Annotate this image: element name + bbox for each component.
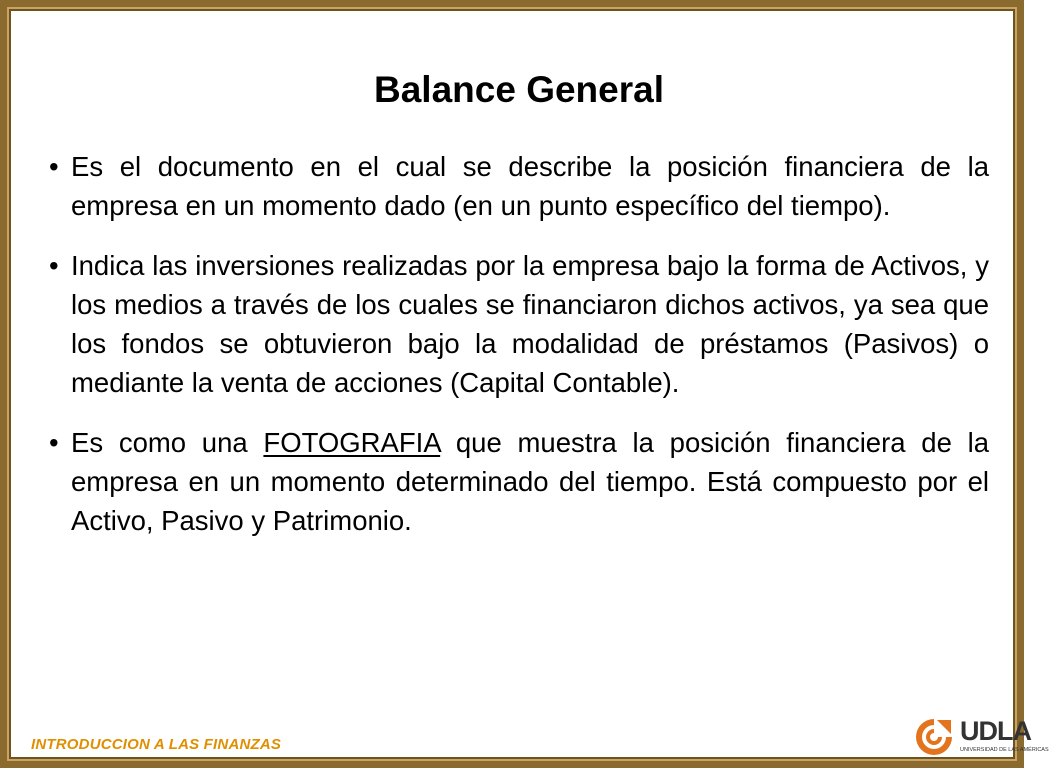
bullet-item: [47, 423, 989, 540]
bullet-text: Indica las inversiones realizadas por la empresa bajo la forma de Activos, y los medios a través de los cuales se financiaron dichos activos, ya sea que los fondos se obtuvieron bajo la modalidad de préstamos (Pasivos) o mediante la venta de acciones (Capital Contable).: [71, 250, 989, 398]
udla-logo-icon: [913, 716, 955, 758]
underlined-keyword: FOTOGRAFIA: [263, 427, 441, 458]
university-logo: [913, 714, 1049, 764]
bullet-item: [47, 147, 989, 225]
logo-subtitle: UNIVERSIDAD DE LAS AMÉRICAS: [960, 747, 1049, 753]
bullet-icon: •: [49, 151, 59, 182]
bullet-icon: •: [49, 427, 59, 458]
bullet-text-end: que muestra la posición financiera de la empresa en un momento determinado del tiempo. Está compuesto por el Activo, Pasivo y Patrimonio.: [71, 427, 989, 536]
bullet-list: [47, 147, 989, 561]
slide-title: Balance General: [374, 69, 664, 110]
logo-wordmark: UDLA: [960, 716, 1031, 746]
footer-course-name: INTRODUCCION A LAS FINANZAS: [31, 736, 282, 753]
bullet-item: [47, 246, 989, 402]
bullet-text-start: Es como una: [71, 427, 264, 458]
bullet-icon: •: [49, 250, 59, 281]
bullet-text: Es el documento en el cual se describe la posición financiera de la empresa en un momento dado (en un punto específico del tiempo).: [71, 151, 989, 221]
